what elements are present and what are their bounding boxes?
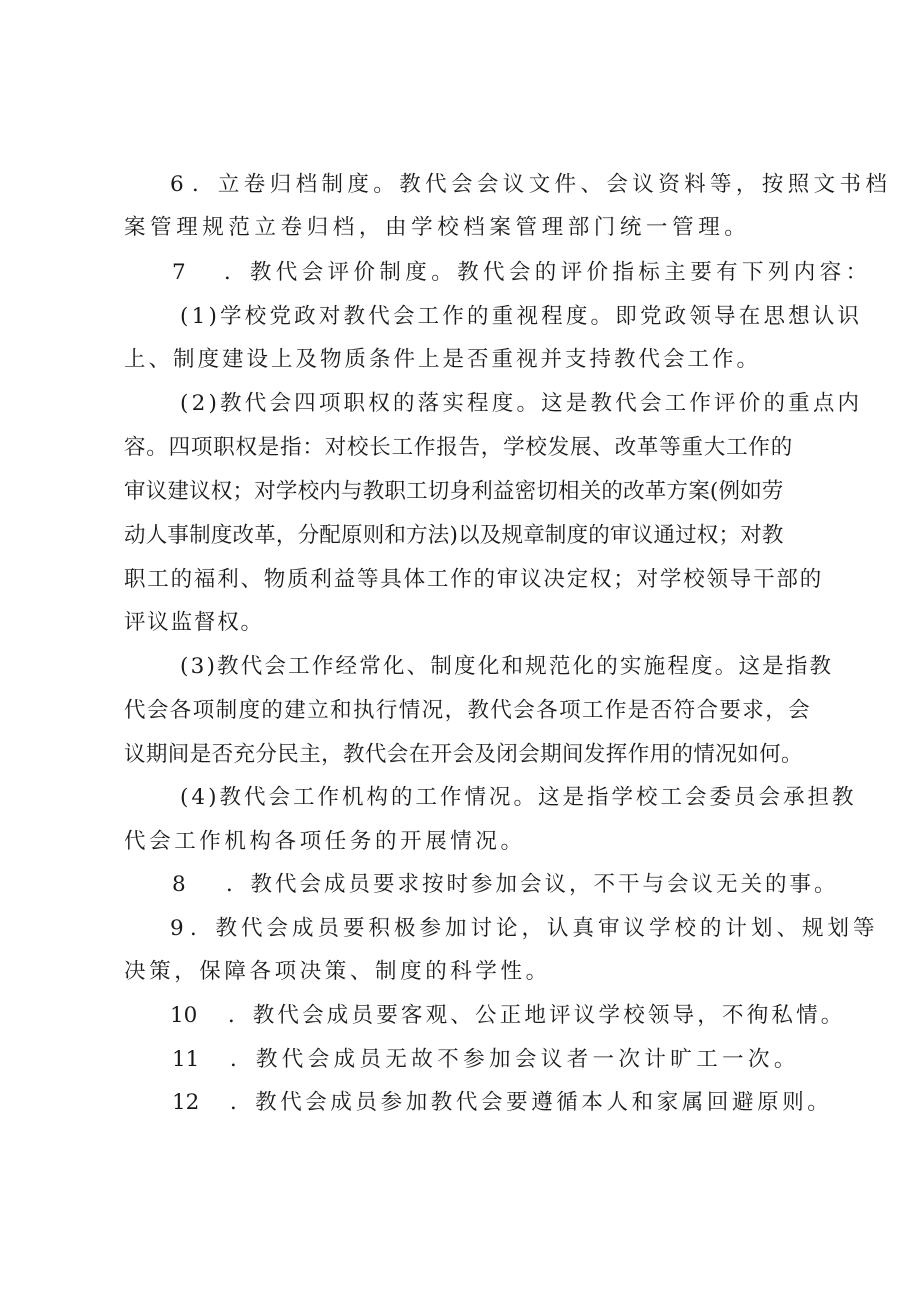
- sub-1-line-2: [0, 340, 920, 380]
- sub-3-line-3: [0, 735, 920, 775]
- item-8-number: 8: [172, 872, 186, 897]
- item-12-line-1: [0, 1083, 920, 1123]
- item-6-text-cont: 案管理规范立卷归档，由学校档案管理部门统一管理。: [124, 215, 751, 240]
- sub-3-text: (3)教代会工作经常化、制度化和规范化的实施程度。这是指教: [180, 654, 834, 679]
- item-8-text: ．教代会成员要求按时参加会议，不干与会议无关的事。: [226, 872, 839, 897]
- item-10-number: 10: [170, 1003, 198, 1028]
- sub-1-text-cont: 上、制度建设上及物质条件上是否重视并支持教代会工作。: [124, 347, 762, 372]
- sub-2-line-5: [0, 560, 920, 600]
- sub-2-text-cont-2: 容。四项职权是指：对校长工作报告，学校发展、改革等重大工作的: [124, 435, 794, 460]
- sub-3-text-cont-3: 议期间是否充分民主，教代会在开会及闭会期间发挥作用的情况如何。: [124, 742, 803, 767]
- item-6-number: 6: [170, 172, 184, 197]
- sub-2-text-cont-3: 审议建议权；对学校内与教职工切身利益密切相关的改革方案(例如劳: [124, 479, 784, 504]
- item-9-number: 9: [170, 916, 184, 941]
- sub-2-line-3: [0, 472, 920, 512]
- item-12-number: 12: [172, 1090, 200, 1115]
- sub-2-line-1: [0, 384, 920, 424]
- item-9-text: ．教代会成员要积极参加讨论，认真审议学校的计划、规划等: [190, 916, 879, 941]
- sub-2-text-cont-4: 动人事制度改革，分配原则和方法)以及规章制度的审议通过权；对教: [124, 523, 784, 548]
- item-11-text: ．教代会成员无故不参加会议者一次计旷工一次。: [230, 1047, 800, 1072]
- item-9-text-cont: 决策，保障各项决策、制度的科学性。: [124, 959, 551, 984]
- item-6-line-1: [0, 165, 920, 205]
- item-6-text: ．立卷归档制度。教代会会议文件、会议资料等，按照文书档: [192, 172, 892, 197]
- sub-4-line-2: [0, 822, 920, 862]
- item-7-line-1: [0, 253, 920, 293]
- item-12-text: ．教代会成员参加教代会要遵循本人和家属回避原则。: [230, 1090, 833, 1115]
- sub-2-text-cont-5: 职工的福利、物质利益等具体工作的审议决定权；对学校领导干部的: [124, 567, 824, 592]
- sub-2-line-2: [0, 428, 920, 468]
- item-9-line-2: [0, 952, 920, 992]
- sub-1-text: (1)学校党政对教代会工作的重视程度。即党政领导在思想认识: [180, 304, 863, 329]
- item-11-line-1: [0, 1040, 920, 1080]
- sub-2-line-6: [0, 603, 920, 643]
- sub-3-line-2: [0, 691, 920, 731]
- item-7-number: 7: [172, 260, 186, 285]
- item-10-text: ．教代会成员要客观、公正地评议学校领导，不徇私情。: [228, 1003, 846, 1028]
- sub-3-text-cont-2: 代会各项制度的建立和执行情况，教代会各项工作是否符合要求，会: [124, 698, 812, 723]
- sub-2-line-4: [0, 516, 920, 556]
- sub-4-text: (4)教代会工作机构的工作情况。这是指学校工会委员会承担教: [180, 785, 857, 810]
- item-6-line-2: [0, 208, 920, 248]
- sub-3-line-1: [0, 647, 920, 687]
- sub-2-text: (2)教代会四项职权的落实程度。这是教代会工作评价的重点内: [180, 391, 863, 416]
- item-7-text: ．教代会评价制度。教代会的评价指标主要有下列内容：: [224, 260, 872, 285]
- item-9-line-1: [0, 909, 920, 949]
- item-10-line-1: [0, 996, 920, 1036]
- sub-1-line-1: [0, 297, 920, 337]
- sub-2-text-cont-6: 评议监督权。: [124, 610, 264, 635]
- sub-4-text-cont: 代会工作机构各项任务的开展情况。: [124, 829, 526, 854]
- item-11-number: 11: [172, 1047, 200, 1072]
- item-8-line-1: [0, 865, 920, 905]
- sub-4-line-1: [0, 778, 920, 818]
